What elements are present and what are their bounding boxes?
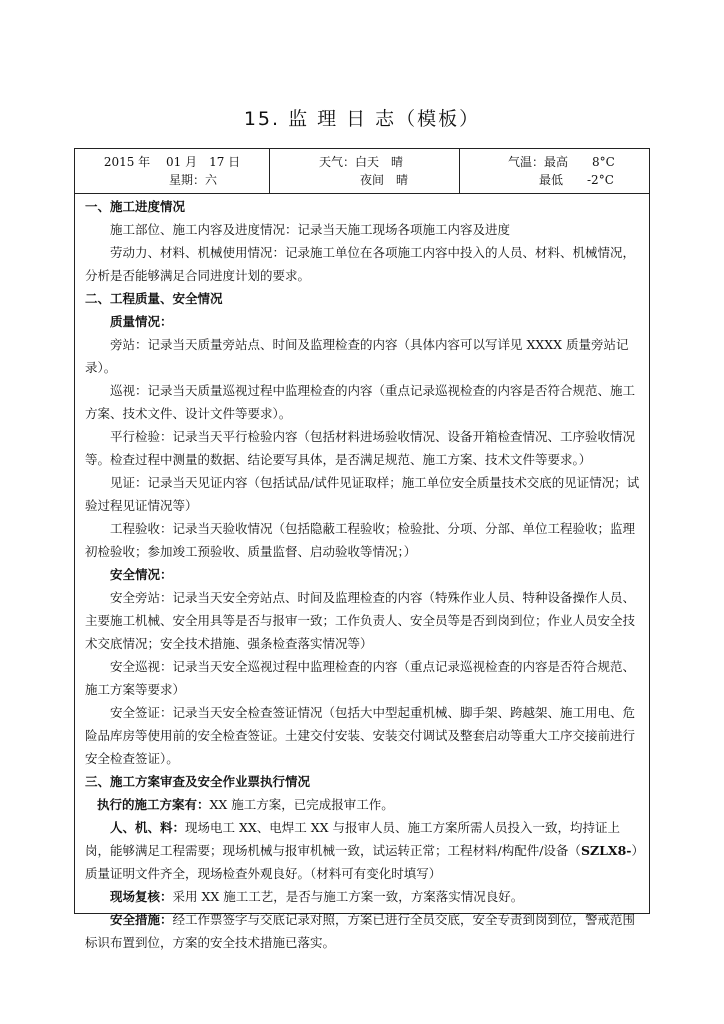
section-heading: 二、工程质量、安全情况 bbox=[85, 291, 223, 306]
log-table bbox=[74, 148, 650, 950]
review-text: 采用 XX 施工工艺，是否与施工方案一致，方案落实情况良好。 bbox=[172, 889, 524, 904]
subsection-heading: 质量情况： bbox=[110, 314, 173, 329]
paragraph bbox=[85, 908, 641, 954]
paragraph bbox=[85, 793, 641, 816]
paragraph: 安全签证：记录当天安全检查签证情况（包括大中型起重机械、脚手架、跨越架、施工用电、危险品库房等使用前的安全检查签证。土建交付安装、安装交付调试及整套启动等重大工序交接前进行安全检查签证）。 bbox=[85, 705, 636, 766]
paragraph: 施工部位、施工内容及进度情况：记录当天施工现场各项施工内容及进度 bbox=[110, 222, 511, 237]
temp-high: 气温：最高 8°C bbox=[508, 155, 615, 169]
paragraph: 工程验收：记录当天验收情况（包括隐蔽工程验收；检验批、分项、分部、单位工程验收；监理初检验收；参加竣工预验收、质量监督、启动验收等情况；） bbox=[85, 521, 636, 559]
section-heading: 一、施工进度情况 bbox=[85, 199, 186, 214]
weather-night: 夜间 晴 bbox=[360, 173, 409, 187]
page-title: 15. 监 理 日 志（模板） bbox=[243, 108, 481, 130]
paragraph bbox=[85, 885, 641, 908]
section-heading: 三、施工方案审查及安全作业票执行情况 bbox=[85, 774, 311, 789]
weekday-value: 星期：六 bbox=[168, 173, 217, 187]
weather-day: 天气：白天 晴 bbox=[319, 155, 404, 169]
resources-text: 现场电工 XX、电焊工 XX 与报审人员、施工方案所需人员投入一致，均持证上岗，能够满足工程需要；现场机械与报审机械一致，试运转正常；工程材料/构配件/设备（ bbox=[85, 820, 621, 858]
paragraph: 旁站：记录当天质量旁站点、时间及监理检查的内容（具体内容可以写详见 XXXX 质量旁站记录）。 bbox=[85, 337, 629, 375]
plan-label: 执行的施工方案有： bbox=[97, 797, 210, 812]
paragraph bbox=[85, 816, 641, 885]
date-cell bbox=[75, 149, 270, 193]
paragraph: 劳动力、材料、机械使用情况：记录施工单位在各项施工内容中投入的人员、材料、机械情况，分析是否能够满足合同进度计划的要求。 bbox=[85, 245, 636, 283]
subsection-heading: 安全情况： bbox=[110, 567, 173, 582]
paragraph: 平行检验：记录当天平行检验内容（包括材料进场验收情况、设备开箱检查情况、工序验收情况等。检查过程中测量的数据、结论要写具体，是否满足规范、施工方案、技术文件等要求。） bbox=[85, 429, 636, 467]
paragraph: 巡视：记录当天质量巡视过程中监理检查的内容（重点记录巡视检查的内容是否符合规范、施工方案、技术文件、设计文件等要求）。 bbox=[85, 383, 636, 421]
log-header-row bbox=[75, 149, 649, 194]
weather-cell bbox=[270, 149, 460, 193]
paragraph: 安全旁站：记录当天安全旁站点、时间及监理检查的内容（特殊作业人员、特种设备操作人员、主要施工机械、安全用具等是否与报审一致；工作负责人、安全员等是否到岗到位；作业人员安全技术交底情况；安全技术措施、强条检查落实情况等） bbox=[85, 590, 636, 651]
resources-code: SZLX8- bbox=[580, 843, 632, 858]
paragraph: 见证：记录当天见证内容（包括试品/试件见证取样；施工单位安全质量技术交底的见证情况；试验过程见证情况等） bbox=[85, 475, 640, 513]
measure-text: 经工作票签字与交底记录对照，方案已进行全员交底，安全专责到岗到位，警戒范围标识布置到位，方案的安全技术措施已落实。 bbox=[85, 912, 636, 950]
log-body bbox=[75, 193, 649, 954]
resources-text-2: ）质量证明文件齐全，现场检查外观良好。（材料可有变化时填写） bbox=[85, 843, 638, 881]
paragraph: 安全巡视：记录当天安全巡视过程中监理检查的内容（重点记录巡视检查的内容是否符合规范、施工方案等要求） bbox=[85, 659, 636, 697]
review-label: 现场复核： bbox=[110, 889, 173, 904]
plan-text: XX 施工方案，已完成报审工作。 bbox=[209, 797, 394, 812]
temp-low: 最低 -2°C bbox=[539, 173, 614, 187]
temperature-cell bbox=[460, 149, 649, 193]
resources-label: 人、机、料： bbox=[110, 820, 186, 835]
date-value: 2015 年 01 月 17 日 bbox=[103, 155, 241, 169]
measure-label: 安全措施： bbox=[110, 912, 173, 927]
